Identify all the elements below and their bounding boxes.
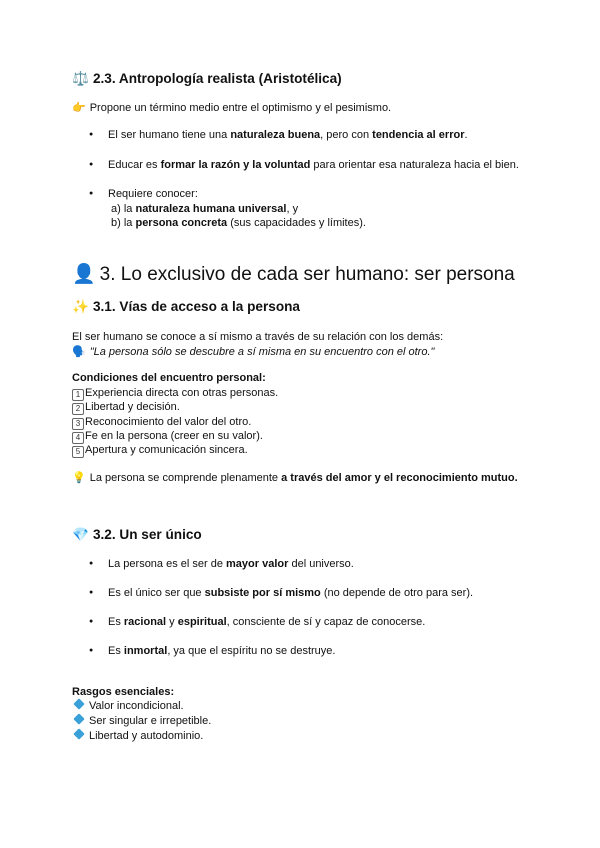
person-icon: 👤 xyxy=(72,264,96,285)
conditions-title: Condiciones del encuentro personal: xyxy=(72,372,266,384)
section-heading-3: 👤 3. Lo exclusivo de cada ser humano: ser persona xyxy=(72,264,515,285)
list-item: 5 Apertura y comunicación sincera. xyxy=(72,443,248,458)
sub-item: a) la naturaleza humana universal, y xyxy=(111,203,299,215)
gem-icon: 💎 xyxy=(72,527,89,542)
intro-text: 👉 Propone un término medio entre el optimismo y el pesimismo. xyxy=(72,102,392,114)
list-item: ● La persona es el ser de mayor valor del universo. xyxy=(91,557,354,571)
traits-title: Rasgos esenciales: xyxy=(72,686,175,698)
list-item: 3 Reconocimiento del valor del otro. xyxy=(72,415,251,430)
diamond-icon xyxy=(73,698,84,709)
list-item: ● Educar es formar la razón y la voluntad para orientar esa naturaleza hacia el bien. xyxy=(91,158,519,172)
list-item: ● El ser humano tiene una naturaleza buena, pero con tendencia al error. xyxy=(91,128,468,142)
speaking-head-icon: 🗣️ xyxy=(72,346,86,358)
list-item: 4 Fe en la persona (creer en su valor). xyxy=(72,429,263,444)
list-item: 2 Libertad y decisión. xyxy=(72,400,180,415)
diamond-icon xyxy=(73,728,84,739)
lightbulb-icon: 💡 xyxy=(72,472,86,484)
list-item: ● Es racional y espiritual, consciente de sí y capaz de conocerse. xyxy=(91,615,425,629)
sparkles-icon: ✨ xyxy=(72,299,89,314)
list-item: ● Es inmortal, ya que el espíritu no se destruye. xyxy=(91,644,335,658)
section-heading-3-2: 💎 3.2. Un ser único xyxy=(72,527,202,542)
sub-item: b) la persona concreta (sus capacidades y límites). xyxy=(111,217,366,229)
scales-icon: ⚖️ xyxy=(72,71,89,86)
list-item: 1 Experiencia directa con otras personas. xyxy=(72,386,278,401)
keycap-1-icon: 1 xyxy=(72,389,84,401)
pointing-hand-icon: 👉 xyxy=(72,102,86,114)
section-heading-3-1: ✨ 3.1. Vías de acceso a la persona xyxy=(72,299,300,314)
list-item: ● Es el único ser que subsiste por sí mismo (no depende de otro para ser). xyxy=(91,586,473,600)
list-item: ● Requiere conocer: xyxy=(91,187,198,201)
list-item: Valor incondicional. xyxy=(72,699,184,713)
keycap-5-icon: 5 xyxy=(72,446,84,458)
keycap-2-icon: 2 xyxy=(72,403,84,415)
list-item: Ser singular e irrepetible. xyxy=(72,714,211,728)
keycap-4-icon: 4 xyxy=(72,432,84,444)
section-heading-2-3: ⚖️ 2.3. Antropología realista (Aristotélica) xyxy=(72,71,342,86)
list-item: Libertad y autodominio. xyxy=(72,729,203,743)
quote: 🗣️ "La persona sólo se descubre a sí misma en su encuentro con el otro." xyxy=(72,346,435,358)
conclusion: 💡 La persona se comprende plenamente a través del amor y el reconocimiento mutuo. xyxy=(72,472,518,484)
keycap-3-icon: 3 xyxy=(72,418,84,430)
paragraph: El ser humano se conoce a sí mismo a través de su relación con los demás: xyxy=(72,331,444,343)
diamond-icon xyxy=(73,713,84,724)
